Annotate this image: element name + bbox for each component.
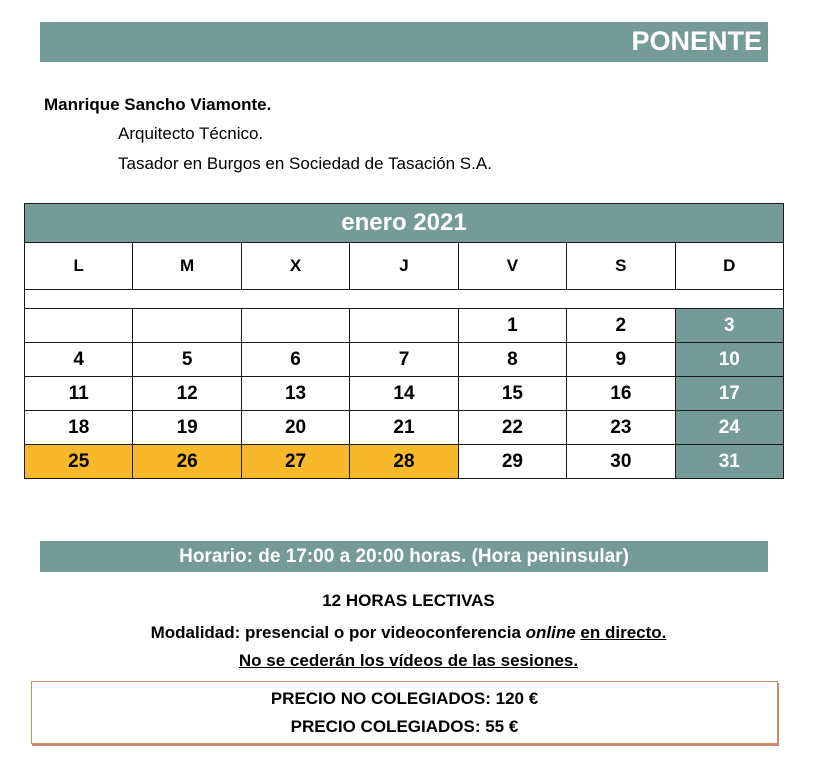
weekday-header: V xyxy=(458,243,566,290)
calendar-day xyxy=(350,309,458,343)
weekday-header: D xyxy=(675,243,783,290)
weekday-header: J xyxy=(350,243,458,290)
modalidad-text xyxy=(0,623,817,643)
calendar-day: 23 xyxy=(567,411,675,445)
calendar-day: 18 xyxy=(25,411,133,445)
calendar-day: 5 xyxy=(133,343,241,377)
price-colegiados: PRECIO COLEGIADOS: 55 € xyxy=(290,717,519,736)
calendar-day: 29 xyxy=(458,445,566,479)
calendar-day: 7 xyxy=(350,343,458,377)
calendar-week-row xyxy=(25,377,784,411)
speaker-title: Arquitecto Técnico. xyxy=(118,124,264,143)
calendar-day: 21 xyxy=(350,411,458,445)
calendar-day: 16 xyxy=(567,377,675,411)
calendar-day: 13 xyxy=(241,377,349,411)
calendar-day: 27 xyxy=(241,445,349,479)
calendar-weeks xyxy=(25,309,784,479)
calendar-spacer xyxy=(25,290,784,309)
calendar-title: enero 2021 xyxy=(25,204,784,243)
calendar-day-sunday: 24 xyxy=(675,411,783,445)
modalidad-prefix: Modalidad: presencial o por videoconferencia xyxy=(150,623,526,642)
calendar-day: 14 xyxy=(350,377,458,411)
horario-text: Horario: de 17:00 a 20:00 horas. (Hora peninsular) xyxy=(179,546,629,567)
horario-banner xyxy=(40,541,768,572)
calendar-day: 12 xyxy=(133,377,241,411)
modalidad-directo: en directo. xyxy=(580,623,667,642)
no-videos-text: No se cederán los vídeos de las sesiones. xyxy=(238,651,579,670)
weekday-header: M xyxy=(133,243,241,290)
ponente-header xyxy=(40,22,768,62)
price-box xyxy=(31,681,778,744)
hours-text: 12 HORAS LECTIVAS xyxy=(322,591,495,610)
weekday-header: S xyxy=(567,243,675,290)
calendar-table xyxy=(24,203,784,479)
calendar-day: 15 xyxy=(458,377,566,411)
calendar-day: 6 xyxy=(241,343,349,377)
calendar-day: 26 xyxy=(133,445,241,479)
calendar-day: 1 xyxy=(458,309,566,343)
calendar-day xyxy=(25,309,133,343)
calendar-day xyxy=(241,309,349,343)
calendar-week-row xyxy=(25,309,784,343)
calendar-day: 25 xyxy=(25,445,133,479)
calendar-day: 8 xyxy=(458,343,566,377)
calendar-week-row xyxy=(25,445,784,479)
price-no-colegiados: PRECIO NO COLEGIADOS: 120 € xyxy=(270,689,539,708)
calendar-day: 30 xyxy=(567,445,675,479)
calendar-day-sunday: 31 xyxy=(675,445,783,479)
calendar-day: 4 xyxy=(25,343,133,377)
calendar-week-row xyxy=(25,411,784,445)
speaker-name: Manrique Sancho Viamonte. xyxy=(44,95,272,114)
calendar-day: 9 xyxy=(567,343,675,377)
calendar-day-sunday: 3 xyxy=(675,309,783,343)
no-videos-row xyxy=(0,651,817,671)
calendar-day: 19 xyxy=(133,411,241,445)
calendar-day-sunday: 17 xyxy=(675,377,783,411)
calendar-week-row xyxy=(25,343,784,377)
modalidad-online: online xyxy=(525,623,576,642)
weekday-header: L xyxy=(25,243,133,290)
speaker-position: Tasador en Burgos en Sociedad de Tasación S.A. xyxy=(118,154,492,173)
calendar-day: 22 xyxy=(458,411,566,445)
calendar-day-sunday: 10 xyxy=(675,343,783,377)
ponente-title: PONENTE xyxy=(631,26,762,56)
calendar-day: 20 xyxy=(241,411,349,445)
calendar-day: 11 xyxy=(25,377,133,411)
calendar-day: 28 xyxy=(350,445,458,479)
calendar-day: 2 xyxy=(567,309,675,343)
calendar-day xyxy=(133,309,241,343)
weekday-header: X xyxy=(241,243,349,290)
